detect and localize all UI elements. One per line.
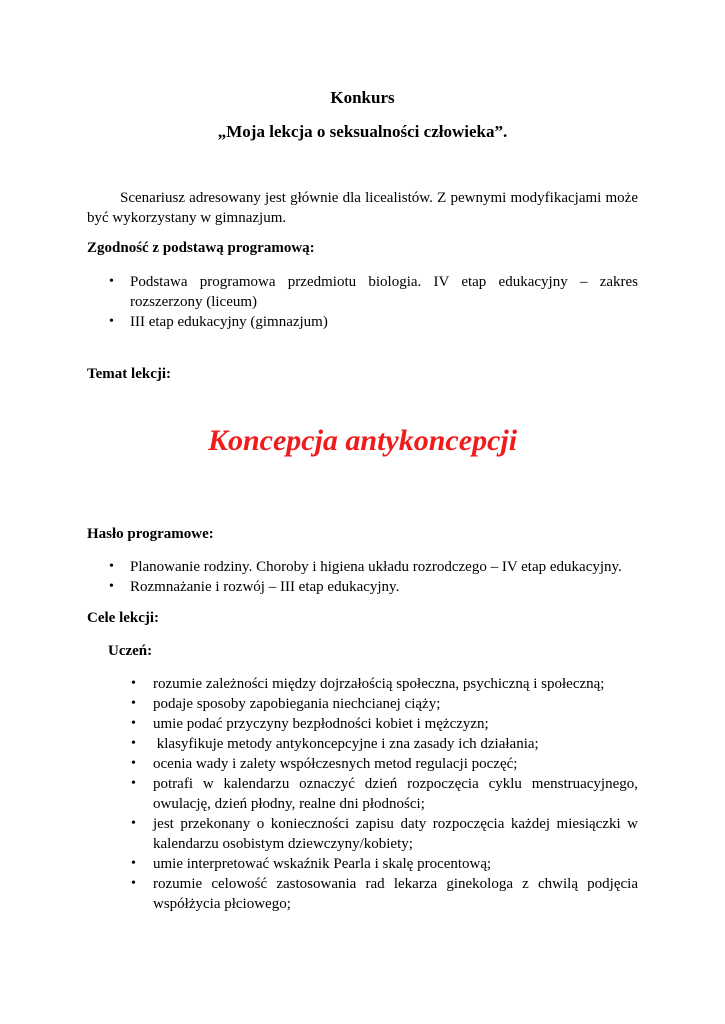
list-item: • III etap edukacyjny (gimnazjum) (109, 314, 328, 330)
list-item: • Planowanie rodziny. Choroby i higiena układu rozrodczego – IV etap edukacyjny. (109, 559, 622, 575)
list-item: • ocenia wady i zalety współczesnych metod regulacji poczęć; (131, 756, 518, 772)
bullet-icon: • (131, 676, 136, 691)
bullet-icon: • (109, 274, 114, 289)
list-item: • podaje sposoby zapobiegania niechcianej ciąży; (131, 696, 441, 712)
goals-list (131, 674, 638, 914)
bullet-icon: • (131, 876, 136, 891)
list-item: • rozumie zależności między dojrzałością społeczna, psychiczną i społeczną; (131, 676, 605, 692)
bullet-icon: • (131, 716, 136, 731)
bullet-icon: • (131, 736, 136, 751)
intro-paragraph: Scenariusz adresowany jest głównie dla licealistów. Z pewnymi modyfikacjami może być wykorzystany w gimnazjum. (87, 190, 638, 226)
topic-heading: Temat lekcji: (87, 366, 172, 382)
document-title: Konkurs (330, 88, 395, 107)
lesson-title: Koncepcja antykoncepcji (207, 424, 518, 457)
program-list (109, 557, 638, 597)
list-item: • klasyfikuje metody antykoncepcyjne i zna zasady ich działania; (131, 736, 539, 752)
list-item: • jest przekonany o konieczności zapisu daty rozpoczęcia każdej miesiączki w kalendarzu osobistym dziewczyny/kobiety; (131, 816, 638, 852)
bullet-icon: • (131, 856, 136, 871)
list-item: • Podstawa programowa przedmiotu biologia. IV etap edukacyjny – zakres rozszerzony (liceum) (109, 274, 638, 310)
bullet-icon: • (131, 696, 136, 711)
program-heading: Hasło programowe: (87, 526, 214, 542)
goals-heading: Cele lekcji: (87, 610, 160, 626)
bullet-icon: • (131, 776, 136, 791)
document-subtitle: „Moja lekcja o seksualności człowieka”. (217, 122, 508, 141)
bullet-icon: • (109, 314, 114, 329)
student-label: Uczeń: (108, 643, 153, 659)
list-item: • Rozmnażanie i rozwój – III etap edukacyjny. (109, 579, 400, 595)
curriculum-heading: Zgodność z podstawą programową: (87, 240, 315, 256)
bullet-icon: • (109, 579, 114, 594)
list-item: • umie interpretować wskaźnik Pearla i skalę procentową; (131, 856, 492, 872)
bullet-icon: • (131, 816, 136, 831)
bullet-icon: • (131, 756, 136, 771)
bullet-icon: • (109, 559, 114, 574)
list-item: • potrafi w kalendarzu oznaczyć dzień rozpoczęcia cyklu menstruacyjnego, owulację, dzień płodny, realne dni płodności; (131, 776, 638, 812)
curriculum-list (109, 272, 638, 332)
list-item: • umie podać przyczyny bezpłodności kobiet i mężczyzn; (131, 716, 489, 732)
list-item: • rozumie celowość zastosowania rad lekarza ginekologa z chwilą podjęcia współżycia płciowego; (131, 876, 638, 912)
